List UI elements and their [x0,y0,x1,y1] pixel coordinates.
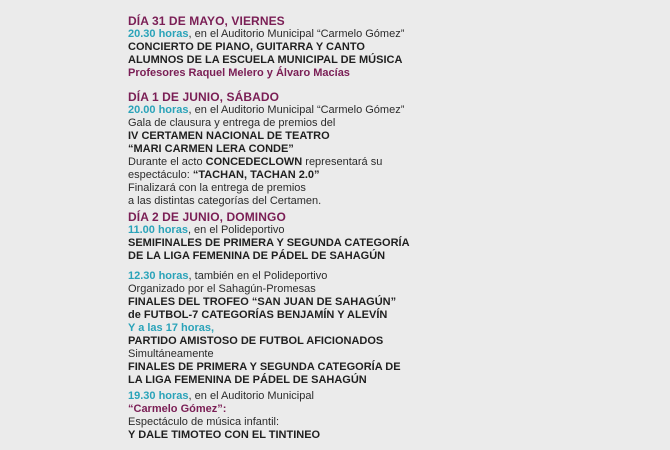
place: , en el Auditorio Municipal “Carmelo Gómez” [188,28,405,40]
event-title: ALUMNOS DE LA ESCUELA MUNICIPAL DE MÚSICA [128,54,403,66]
time: 20.30 horas [128,28,189,40]
time: 11.00 horas [128,224,188,236]
place: , en el Auditorio Municipal [188,390,314,402]
text: representará su [302,156,383,168]
time: Y a las 17 horas, [128,322,215,334]
event-title: DE LA LIGA FEMENINA DE PÁDEL DE SAHAGÚN [128,250,386,262]
event-football [128,270,401,387]
place: , también en el Polideportivo [188,270,328,282]
company: CONCEDECLOWN [205,156,303,168]
time-place [128,224,410,237]
event-title: IV CERTAMEN NACIONAL DE TEATRO [128,130,330,142]
event-title: SEMIFINALES DE PRIMERA Y SEGUNDA CATEGORÍA [128,237,410,249]
description: a las distintas categorías del Certamen. [128,195,322,207]
day-heading: DÍA 2 DE JUNIO, DOMINGO [128,210,286,224]
time: 20.00 horas [128,104,189,116]
event-title: FINALES DEL TROFEO “SAN JUAN DE SAHAGÚN” [128,296,397,308]
description: Finalizará con la entrega de premios [128,182,306,194]
teachers: Profesores Raquel Melero y Álvaro Macías [128,67,350,79]
time-place [128,28,404,41]
day-heading: DÍA 31 DE MAYO, VIERNES [128,14,285,28]
venue: “Carmelo Gómez”: [128,403,227,415]
day-heading: DÍA 1 DE JUNIO, SÁBADO [128,90,280,104]
text: espectáculo: [128,169,193,181]
event-title: CONCIERTO DE PIANO, GUITARRA Y CANTO [128,41,365,53]
event-title: de FUTBOL-7 CATEGORÍAS BENJAMÍN Y ALEVÍN [128,309,388,321]
time-place [128,104,404,117]
description: Espectáculo de música infantil: [128,416,280,428]
place: , en el Auditorio Municipal “Carmelo Gómez” [188,104,405,116]
event-day-31-may [128,14,404,80]
event-title: FINALES DE PRIMERA Y SEGUNDA CATEGORÍA DE [128,361,401,373]
event-title: PARTIDO AMISTOSO DE FUTBOL AFICIONADOS [128,335,384,347]
event-title: LA LIGA FEMENINA DE PÁDEL DE SAHAGÚN [128,374,367,386]
time-place [128,390,320,403]
description [128,156,404,169]
time: 12.30 horas [128,270,189,282]
place: , en el Polideportivo [187,224,285,236]
event-title: “MARI CARMEN LERA CONDE” [128,143,294,155]
time: 19.30 horas [128,390,189,402]
event-day-1-june [128,90,404,208]
organizer: Organizado por el Sahagún-Promesas [128,283,316,295]
description: Gala de clausura y entrega de premios del [128,117,336,129]
event-day-2-june [128,210,410,263]
text: Durante el acto [128,156,206,168]
description [128,169,404,182]
event-title: Y DALE TIMOTEO CON EL TINTINEO [128,429,321,441]
event-children-music [128,390,320,442]
time-place [128,270,401,283]
show-title: “TACHAN, TACHAN 2.0” [192,169,320,181]
description: Simultáneamente [128,348,214,360]
